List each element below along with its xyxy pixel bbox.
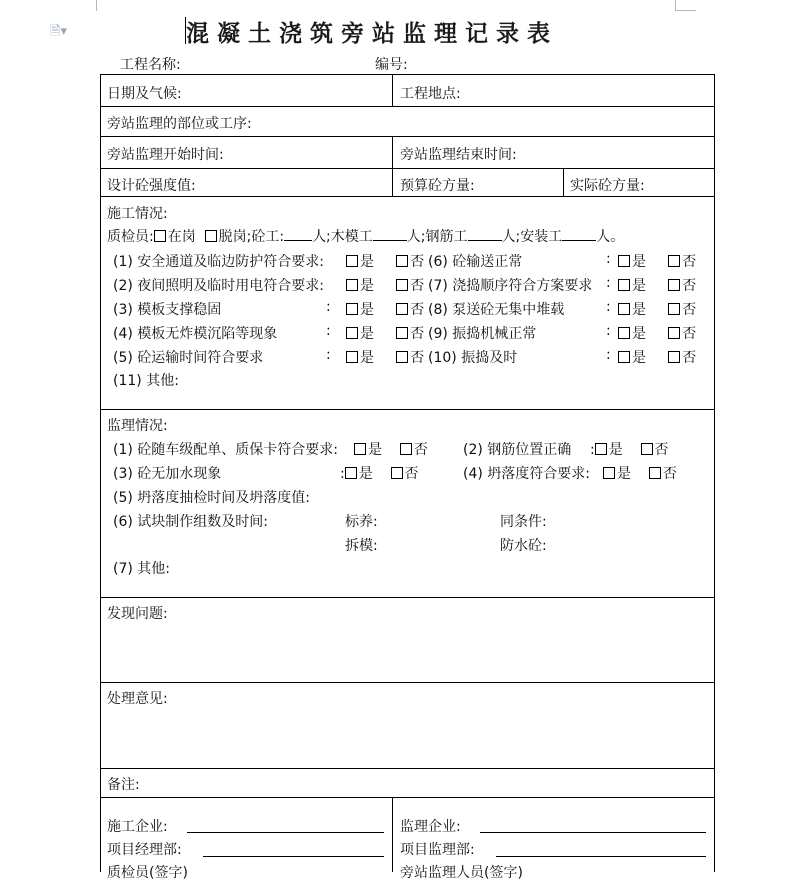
supervisor-dept-label: 项目监理部: bbox=[400, 842, 475, 858]
supervision-item-3-options bbox=[340, 463, 419, 483]
construction-left-options bbox=[346, 251, 424, 271]
yes-label: 是 bbox=[360, 326, 374, 342]
yes-label: 是 bbox=[632, 302, 646, 318]
supervision-item-3: (3) 砼无加水现象 bbox=[113, 466, 222, 482]
start-time-field[interactable]: 旁站监理开始时间: bbox=[107, 147, 224, 163]
concrete-worker-label: 脱岗;砼工: bbox=[218, 229, 285, 245]
supervision-1-no-checkbox[interactable] bbox=[400, 443, 412, 455]
yes-label: 是 bbox=[360, 278, 374, 294]
construction-right-6-no-checkbox[interactable] bbox=[668, 255, 680, 267]
yes-label: 是 bbox=[358, 466, 373, 482]
construction-right-7-yes-checkbox[interactable] bbox=[618, 279, 630, 291]
supervision-item-6: (6) 试块制作组数及时间: bbox=[113, 514, 268, 530]
supervisor-company-label: 监理企业: bbox=[400, 819, 461, 835]
supervision-1-yes-checkbox[interactable] bbox=[354, 443, 366, 455]
colon: : bbox=[606, 251, 611, 267]
supervision-item-2-options bbox=[590, 439, 669, 459]
yes-label: 是 bbox=[632, 326, 646, 342]
page-corner-mark-right bbox=[675, 0, 696, 11]
date-weather-field[interactable]: 日期及气候: bbox=[107, 86, 182, 102]
remark-label: 备注: bbox=[107, 777, 140, 793]
construction-left-2-no-checkbox[interactable] bbox=[396, 279, 408, 291]
construction-right-options bbox=[618, 275, 696, 295]
location-field[interactable]: 工程地点: bbox=[400, 86, 461, 102]
supervision-4-yes-checkbox[interactable] bbox=[603, 467, 615, 479]
project-manager-signature-line[interactable] bbox=[203, 856, 384, 857]
construction-right-8-yes-checkbox[interactable] bbox=[618, 303, 630, 315]
demold-label: 拆模: bbox=[345, 538, 378, 554]
standard-curing-label: 标养: bbox=[345, 514, 378, 530]
supervision-item-4: (4) 坍落度符合要求: bbox=[463, 466, 590, 482]
construction-left-3-no-checkbox[interactable] bbox=[396, 303, 408, 315]
supervision-3-no-checkbox[interactable] bbox=[391, 467, 403, 479]
rebar-worker-label: 人;钢筋工 bbox=[406, 229, 468, 245]
persons-end-label: 人。 bbox=[596, 229, 625, 245]
supervision-item-1-options bbox=[354, 439, 428, 459]
construction-left-options bbox=[346, 299, 424, 319]
construction-left-4-no-checkbox[interactable] bbox=[396, 327, 408, 339]
supervision-heading: 监理情况: bbox=[107, 418, 168, 434]
no-label: 否 bbox=[682, 254, 697, 270]
construction-left-3-yes-checkbox[interactable] bbox=[346, 303, 358, 315]
construction-other: (11) 其他: bbox=[113, 373, 179, 389]
supervisor-company-signature-line[interactable] bbox=[480, 832, 706, 833]
yes-label: 是 bbox=[608, 442, 623, 458]
yes-label: 是 bbox=[632, 278, 646, 294]
formwork-worker-count[interactable] bbox=[373, 226, 407, 241]
construction-right-options bbox=[618, 347, 696, 367]
construction-item-left: (4) 模板无炸模沉陷等现象 bbox=[113, 326, 278, 342]
no-label: 否 bbox=[654, 442, 669, 458]
supervision-other: (7) 其他: bbox=[113, 561, 170, 577]
on-duty-label: 在岗 bbox=[167, 229, 196, 245]
opinion-label: 处理意见: bbox=[107, 691, 168, 707]
install-worker-label: 人;安装工 bbox=[501, 229, 563, 245]
construction-left-options bbox=[346, 275, 424, 295]
project-manager-label: 项目经理部: bbox=[107, 842, 182, 858]
install-worker-count[interactable] bbox=[562, 226, 596, 241]
construction-right-9-no-checkbox[interactable] bbox=[668, 327, 680, 339]
contractor-signature-line[interactable] bbox=[187, 832, 384, 833]
part-field[interactable]: 旁站监理的部位或工序: bbox=[107, 116, 252, 132]
concrete-worker-count[interactable] bbox=[284, 226, 312, 241]
actual-volume-field[interactable]: 实际砼方量: bbox=[570, 178, 645, 194]
construction-right-6-yes-checkbox[interactable] bbox=[618, 255, 630, 267]
yes-label: 是 bbox=[368, 442, 382, 458]
qc-signature-label: 质检员(签字) bbox=[107, 865, 188, 881]
construction-left-options bbox=[346, 323, 424, 343]
same-condition-label: 同条件: bbox=[500, 514, 547, 530]
off-duty-checkbox[interactable] bbox=[205, 230, 217, 242]
yes-label: 是 bbox=[617, 466, 631, 482]
budget-volume-field[interactable]: 预算砼方量: bbox=[400, 178, 475, 194]
construction-item-right: (10) 振捣及时 bbox=[428, 350, 518, 366]
end-time-field[interactable]: 旁站监理结束时间: bbox=[400, 147, 517, 163]
construction-right-options bbox=[618, 251, 696, 271]
on-duty-checkbox[interactable] bbox=[154, 230, 166, 242]
supervision-2-yes-checkbox[interactable] bbox=[595, 443, 607, 455]
inspector-line bbox=[107, 226, 624, 246]
colon: : bbox=[590, 442, 595, 458]
construction-item-left: (3) 模板支撑稳固 bbox=[113, 302, 222, 318]
supervision-item-1: (1) 砼随车级配单、质保卡符合要求: bbox=[113, 442, 338, 458]
no-label: 否 bbox=[682, 278, 697, 294]
construction-item-right: (7) 浇捣顺序符合方案要求 bbox=[428, 278, 593, 294]
yes-label: 是 bbox=[360, 350, 374, 366]
construction-right-options bbox=[618, 323, 696, 343]
inspector-label: 质检员: bbox=[107, 229, 154, 245]
colon: : bbox=[340, 466, 345, 482]
construction-right-8-no-checkbox[interactable] bbox=[668, 303, 680, 315]
no-label: 否 bbox=[413, 442, 428, 458]
colon: : bbox=[326, 323, 331, 339]
no-label: 否 bbox=[410, 302, 425, 318]
construction-item-left: (1) 安全通道及临边防护符合要求: bbox=[113, 254, 324, 270]
construction-left-options bbox=[346, 347, 424, 367]
construction-left-4-yes-checkbox[interactable] bbox=[346, 327, 358, 339]
colon: : bbox=[606, 347, 611, 363]
construction-left-1-no-checkbox[interactable] bbox=[396, 255, 408, 267]
construction-right-9-yes-checkbox[interactable] bbox=[618, 327, 630, 339]
construction-right-7-no-checkbox[interactable] bbox=[668, 279, 680, 291]
design-strength-field[interactable]: 设计砼强度值: bbox=[107, 178, 196, 194]
construction-left-5-yes-checkbox[interactable] bbox=[346, 351, 358, 363]
colon: : bbox=[606, 275, 611, 291]
construction-right-10-yes-checkbox[interactable] bbox=[618, 351, 630, 363]
construction-right-options bbox=[618, 299, 696, 319]
construction-left-1-yes-checkbox[interactable] bbox=[346, 255, 358, 267]
no-label: 否 bbox=[662, 466, 677, 482]
problems-label: 发现问题: bbox=[107, 606, 168, 622]
page-title: 混凝土浇筑旁站监理记录表 bbox=[186, 21, 558, 47]
contractor-label: 施工企业: bbox=[107, 819, 168, 835]
colon: : bbox=[326, 347, 331, 363]
construction-item-left: (5) 砼运输时间符合要求 bbox=[113, 350, 264, 366]
construction-left-5-no-checkbox[interactable] bbox=[396, 351, 408, 363]
supervisor-person-label: 旁站监理人员(签字) bbox=[400, 865, 523, 881]
no-label: 否 bbox=[410, 350, 425, 366]
supervision-item-2: (2) 钢筋位置正确 bbox=[463, 442, 572, 458]
no-label: 否 bbox=[682, 302, 697, 318]
supervision-item-4-options bbox=[603, 463, 677, 483]
supervision-2-no-checkbox[interactable] bbox=[641, 443, 653, 455]
construction-left-2-yes-checkbox[interactable] bbox=[346, 279, 358, 291]
project-name-label: 工程名称: bbox=[120, 57, 181, 73]
construction-item-right: (8) 泵送砼无集中堆载 bbox=[428, 302, 565, 318]
yes-label: 是 bbox=[360, 302, 374, 318]
no-label: 否 bbox=[682, 326, 697, 342]
construction-item-right: (6) 砼输送正常 bbox=[428, 254, 523, 270]
construction-item-left: (2) 夜间照明及临时用电符合要求: bbox=[113, 278, 324, 294]
formwork-worker-label: 人;木模工 bbox=[312, 229, 373, 245]
colon: : bbox=[326, 299, 331, 315]
number-label: 编号: bbox=[375, 57, 408, 73]
yes-label: 是 bbox=[360, 254, 374, 270]
rebar-worker-count[interactable] bbox=[468, 226, 502, 241]
no-label: 否 bbox=[404, 466, 419, 482]
page-corner-mark-left bbox=[96, 0, 97, 11]
yes-label: 是 bbox=[632, 350, 646, 366]
yes-label: 是 bbox=[632, 254, 646, 270]
supervision-4-no-checkbox[interactable] bbox=[649, 467, 661, 479]
no-label: 否 bbox=[410, 254, 425, 270]
colon: : bbox=[606, 299, 611, 315]
no-label: 否 bbox=[410, 326, 425, 342]
no-label: 否 bbox=[410, 278, 425, 294]
construction-right-10-no-checkbox[interactable] bbox=[668, 351, 680, 363]
supervision-item-5: (5) 坍落度抽检时间及坍落度值: bbox=[113, 490, 310, 506]
no-label: 否 bbox=[682, 350, 697, 366]
document-icon[interactable]: 🗎▾ bbox=[50, 24, 67, 39]
supervisor-dept-signature-line[interactable] bbox=[496, 856, 706, 857]
colon: : bbox=[606, 323, 611, 339]
construction-item-right: (9) 振捣机械正常 bbox=[428, 326, 537, 342]
construction-heading: 施工情况: bbox=[107, 206, 168, 222]
waterproof-label: 防水砼: bbox=[500, 538, 547, 554]
supervision-3-yes-checkbox[interactable] bbox=[345, 467, 357, 479]
